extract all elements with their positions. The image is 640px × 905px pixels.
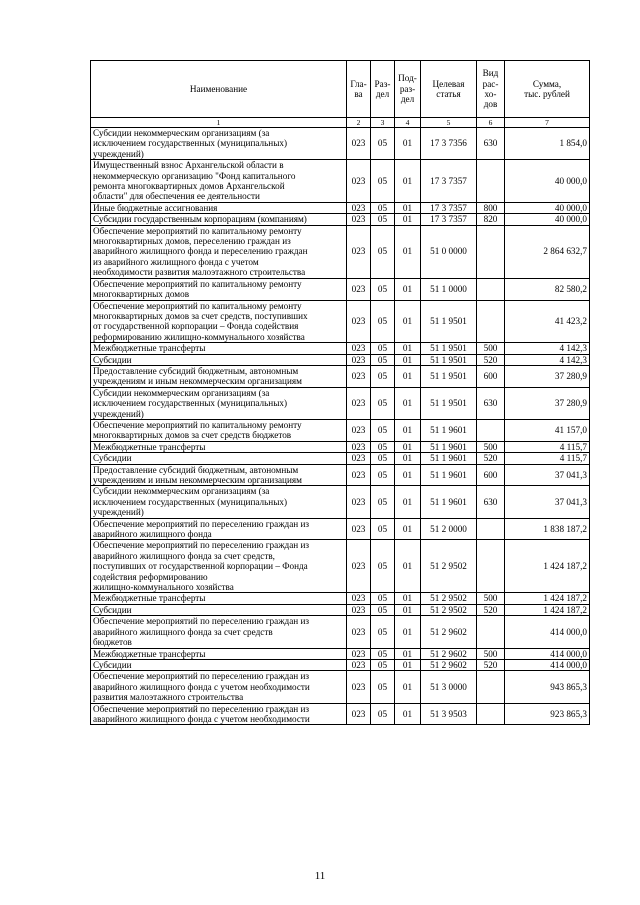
table-row — [91, 225, 590, 278]
row-razdel-cell: 05 — [371, 214, 395, 225]
row-sum-cell: 1 838 187,2 — [505, 518, 590, 540]
row-glava-cell: 023 — [347, 160, 371, 203]
row-sum-cell: 4 142,3 — [505, 343, 590, 354]
row-glava-cell: 023 — [347, 648, 371, 659]
row-razdel-cell: 05 — [371, 387, 395, 419]
row-expense-type-cell — [477, 225, 505, 278]
row-podrazdel-cell: 01 — [395, 464, 421, 486]
row-name-cell: Субсидии — [91, 453, 347, 464]
row-expense-type-cell: 500 — [477, 441, 505, 452]
row-target-article-cell: 51 1 0000 — [421, 278, 477, 300]
row-sum-cell: 37 280,9 — [505, 387, 590, 419]
row-expense-type-cell: 500 — [477, 343, 505, 354]
row-razdel-cell: 05 — [371, 671, 395, 703]
table-row — [91, 300, 590, 343]
row-glava-cell: 023 — [347, 300, 371, 343]
row-sum-cell: 4 115,7 — [505, 441, 590, 452]
row-razdel-cell: 05 — [371, 202, 395, 213]
row-name-cell: Межбюджетные трансферты — [91, 593, 347, 604]
row-sum-cell: 1 854,0 — [505, 128, 590, 160]
row-sum-cell: 40 000,0 — [505, 214, 590, 225]
row-sum-cell: 414 000,0 — [505, 648, 590, 659]
row-sum-cell: 2 864 632,7 — [505, 225, 590, 278]
row-expense-type-cell: 630 — [477, 486, 505, 518]
row-glava-cell: 023 — [347, 128, 371, 160]
row-name-cell: Межбюджетные трансферты — [91, 441, 347, 452]
row-expense-type-cell — [477, 300, 505, 343]
row-razdel-cell: 05 — [371, 453, 395, 464]
table-row — [91, 202, 590, 213]
row-podrazdel-cell: 01 — [395, 659, 421, 670]
row-sum-cell: 41 423,2 — [505, 300, 590, 343]
column-number: 2 — [347, 118, 371, 128]
row-podrazdel-cell: 01 — [395, 518, 421, 540]
row-podrazdel-cell: 01 — [395, 225, 421, 278]
row-razdel-cell: 05 — [371, 593, 395, 604]
row-target-article-cell: 51 2 9602 — [421, 659, 477, 670]
row-name-cell: Обеспечение мероприятий по переселению граждан из аварийного жилищного фонда — [91, 518, 347, 540]
row-name-cell: Обеспечение мероприятий по капитальному ремонту многоквартирных домов за счет средств бюджетов — [91, 419, 347, 441]
row-sum-cell: 82 580,2 — [505, 278, 590, 300]
column-number: 5 — [421, 118, 477, 128]
row-expense-type-cell: 520 — [477, 354, 505, 365]
row-glava-cell: 023 — [347, 343, 371, 354]
row-name-cell: Обеспечение мероприятий по капитальному ремонту многоквартирных домов — [91, 278, 347, 300]
row-target-article-cell: 51 1 9501 — [421, 354, 477, 365]
row-podrazdel-cell: 01 — [395, 128, 421, 160]
row-expense-type-cell — [477, 671, 505, 703]
row-sum-cell: 37 280,9 — [505, 365, 590, 387]
table-row — [91, 453, 590, 464]
row-target-article-cell: 51 2 9502 — [421, 540, 477, 593]
header-sum: Сумма, тыс. рублей — [505, 61, 590, 118]
row-target-article-cell: 17 3 7356 — [421, 128, 477, 160]
row-razdel-cell: 05 — [371, 486, 395, 518]
row-name-cell: Субсидии некоммерческим организациям (за исключением государственных (муниципальных) учреждений) — [91, 486, 347, 518]
table-row — [91, 160, 590, 203]
row-podrazdel-cell: 01 — [395, 214, 421, 225]
row-razdel-cell: 05 — [371, 354, 395, 365]
row-razdel-cell: 05 — [371, 365, 395, 387]
row-name-cell: Обеспечение мероприятий по переселению граждан из аварийного жилищного фонда за счет средств, поступивших от государственной корпорации – Фонда содействия реформированию жилищно-коммунального хозяйства — [91, 540, 347, 593]
row-razdel-cell: 05 — [371, 648, 395, 659]
row-podrazdel-cell: 01 — [395, 593, 421, 604]
row-glava-cell: 023 — [347, 278, 371, 300]
row-sum-cell: 943 865,3 — [505, 671, 590, 703]
row-podrazdel-cell: 01 — [395, 202, 421, 213]
row-glava-cell: 023 — [347, 387, 371, 419]
row-sum-cell: 1 424 187,2 — [505, 593, 590, 604]
table-row — [91, 128, 590, 160]
row-glava-cell: 023 — [347, 214, 371, 225]
row-name-cell: Субсидии — [91, 604, 347, 615]
row-glava-cell: 023 — [347, 616, 371, 648]
row-target-article-cell: 17 3 7357 — [421, 214, 477, 225]
row-target-article-cell: 17 3 7357 — [421, 202, 477, 213]
column-number: 4 — [395, 118, 421, 128]
row-sum-cell: 923 865,3 — [505, 703, 590, 725]
row-podrazdel-cell: 01 — [395, 160, 421, 203]
row-podrazdel-cell: 01 — [395, 453, 421, 464]
table-row — [91, 659, 590, 670]
row-target-article-cell: 51 1 9501 — [421, 343, 477, 354]
row-target-article-cell: 51 1 9501 — [421, 300, 477, 343]
row-expense-type-cell: 520 — [477, 659, 505, 670]
row-podrazdel-cell: 01 — [395, 343, 421, 354]
row-target-article-cell: 51 1 9501 — [421, 365, 477, 387]
row-glava-cell: 023 — [347, 703, 371, 725]
row-name-cell: Межбюджетные трансферты — [91, 648, 347, 659]
row-podrazdel-cell: 01 — [395, 703, 421, 725]
table-row — [91, 486, 590, 518]
row-sum-cell: 40 000,0 — [505, 160, 590, 203]
row-razdel-cell: 05 — [371, 419, 395, 441]
row-podrazdel-cell: 01 — [395, 441, 421, 452]
table-row — [91, 214, 590, 225]
row-sum-cell: 41 157,0 — [505, 419, 590, 441]
row-glava-cell: 023 — [347, 671, 371, 703]
header-expense-type: Вид рас- хо- дов — [477, 61, 505, 118]
row-name-cell: Предоставление субсидий бюджетным, автономным учреждениям и иным некоммерческим организациям — [91, 464, 347, 486]
row-glava-cell: 023 — [347, 453, 371, 464]
row-name-cell: Субсидии — [91, 659, 347, 670]
row-razdel-cell: 05 — [371, 464, 395, 486]
row-glava-cell: 023 — [347, 659, 371, 670]
row-name-cell: Обеспечение мероприятий по капитальному ремонту многоквартирных домов за счет средств, поступивших от государственной корпорации – Фонда содействия реформированию жилищно-коммунального хозяйства — [91, 300, 347, 343]
row-sum-cell: 37 041,3 — [505, 486, 590, 518]
row-name-cell: Субсидии — [91, 354, 347, 365]
row-name-cell: Межбюджетные трансферты — [91, 343, 347, 354]
header-glava: Гла- ва — [347, 61, 371, 118]
table-row — [91, 365, 590, 387]
row-expense-type-cell — [477, 703, 505, 725]
row-name-cell: Имущественный взнос Архангельской области в некоммерческую организацию "Фонд капитального ремонта многоквартирных домов Архангельской области" для обеспечения ее деятельности — [91, 160, 347, 203]
row-razdel-cell: 05 — [371, 518, 395, 540]
row-name-cell: Обеспечение мероприятий по капитальному ремонту многоквартирных домов, переселению граждан из аварийного жилищного фонда и переселению граждан из аварийного жилищного фонда с учетом необходимости развития малоэтажного строительства — [91, 225, 347, 278]
row-expense-type-cell: 500 — [477, 648, 505, 659]
row-name-cell: Субсидии некоммерческим организациям (за исключением государственных (муниципальных) учреждений) — [91, 128, 347, 160]
table-row — [91, 518, 590, 540]
row-glava-cell: 023 — [347, 604, 371, 615]
row-podrazdel-cell: 01 — [395, 671, 421, 703]
header-razdel: Раз- дел — [371, 61, 395, 118]
row-razdel-cell: 05 — [371, 604, 395, 615]
row-expense-type-cell — [477, 419, 505, 441]
row-glava-cell: 023 — [347, 365, 371, 387]
column-number: 6 — [477, 118, 505, 128]
row-sum-cell: 40 000,0 — [505, 202, 590, 213]
row-expense-type-cell: 500 — [477, 593, 505, 604]
row-razdel-cell: 05 — [371, 540, 395, 593]
column-number: 1 — [91, 118, 347, 128]
row-target-article-cell: 51 2 9502 — [421, 593, 477, 604]
row-name-cell: Субсидии государственным корпорациям (компаниям) — [91, 214, 347, 225]
row-podrazdel-cell: 01 — [395, 648, 421, 659]
row-expense-type-cell: 820 — [477, 214, 505, 225]
row-target-article-cell: 51 3 0000 — [421, 671, 477, 703]
row-glava-cell: 023 — [347, 486, 371, 518]
table-row — [91, 540, 590, 593]
row-podrazdel-cell: 01 — [395, 616, 421, 648]
header-podrazdel: Под- раз- дел — [395, 61, 421, 118]
row-target-article-cell: 51 2 0000 — [421, 518, 477, 540]
row-glava-cell: 023 — [347, 518, 371, 540]
row-razdel-cell: 05 — [371, 300, 395, 343]
row-expense-type-cell — [477, 160, 505, 203]
row-razdel-cell: 05 — [371, 128, 395, 160]
row-name-cell: Субсидии некоммерческим организациям (за исключением государственных (муниципальных) учреждений) — [91, 387, 347, 419]
row-target-article-cell: 51 0 0000 — [421, 225, 477, 278]
row-glava-cell: 023 — [347, 464, 371, 486]
row-podrazdel-cell: 01 — [395, 354, 421, 365]
header-row — [91, 61, 590, 118]
row-expense-type-cell — [477, 540, 505, 593]
table-row — [91, 604, 590, 615]
row-podrazdel-cell: 01 — [395, 486, 421, 518]
page-number: 11 — [314, 870, 326, 882]
row-razdel-cell: 05 — [371, 441, 395, 452]
table-row — [91, 703, 590, 725]
row-sum-cell: 414 000,0 — [505, 616, 590, 648]
row-expense-type-cell — [477, 518, 505, 540]
row-razdel-cell: 05 — [371, 703, 395, 725]
table-row — [91, 419, 590, 441]
row-expense-type-cell: 800 — [477, 202, 505, 213]
row-expense-type-cell — [477, 278, 505, 300]
row-target-article-cell: 51 2 9602 — [421, 616, 477, 648]
row-target-article-cell: 51 1 9601 — [421, 453, 477, 464]
row-expense-type-cell: 520 — [477, 453, 505, 464]
row-expense-type-cell: 600 — [477, 365, 505, 387]
row-glava-cell: 023 — [347, 441, 371, 452]
table-row — [91, 354, 590, 365]
row-sum-cell: 414 000,0 — [505, 659, 590, 670]
row-razdel-cell: 05 — [371, 278, 395, 300]
header-name: Наименование — [91, 61, 347, 118]
row-target-article-cell: 51 1 9601 — [421, 464, 477, 486]
column-number-row — [91, 118, 590, 128]
budget-table-container — [90, 60, 589, 725]
row-target-article-cell: 17 3 7357 — [421, 160, 477, 203]
row-podrazdel-cell: 01 — [395, 365, 421, 387]
row-expense-type-cell — [477, 616, 505, 648]
row-name-cell: Иные бюджетные ассигнования — [91, 202, 347, 213]
table-row — [91, 464, 590, 486]
row-glava-cell: 023 — [347, 419, 371, 441]
row-target-article-cell: 51 2 9502 — [421, 604, 477, 615]
header-target-article: Целевая статья — [421, 61, 477, 118]
row-target-article-cell: 51 2 9602 — [421, 648, 477, 659]
row-sum-cell: 4 115,7 — [505, 453, 590, 464]
row-podrazdel-cell: 01 — [395, 300, 421, 343]
column-number: 7 — [505, 118, 590, 128]
column-number: 3 — [371, 118, 395, 128]
row-podrazdel-cell: 01 — [395, 604, 421, 615]
row-sum-cell: 1 424 187,2 — [505, 540, 590, 593]
row-podrazdel-cell: 01 — [395, 419, 421, 441]
row-name-cell: Обеспечение мероприятий по переселению граждан из аварийного жилищного фонда с учетом необходимости развития малоэтажного строительства — [91, 671, 347, 703]
row-podrazdel-cell: 01 — [395, 540, 421, 593]
row-expense-type-cell: 520 — [477, 604, 505, 615]
row-razdel-cell: 05 — [371, 616, 395, 648]
row-name-cell: Обеспечение мероприятий по переселению граждан из аварийного жилищного фонда за счет средств бюджетов — [91, 616, 347, 648]
row-glava-cell: 023 — [347, 202, 371, 213]
table-row — [91, 441, 590, 452]
row-razdel-cell: 05 — [371, 343, 395, 354]
row-target-article-cell: 51 1 9501 — [421, 387, 477, 419]
row-razdel-cell: 05 — [371, 659, 395, 670]
row-target-article-cell: 51 1 9601 — [421, 419, 477, 441]
row-target-article-cell: 51 1 9601 — [421, 486, 477, 518]
row-target-article-cell: 51 3 9503 — [421, 703, 477, 725]
row-glava-cell: 023 — [347, 354, 371, 365]
table-row — [91, 593, 590, 604]
budget-table — [90, 60, 590, 725]
row-name-cell: Обеспечение мероприятий по переселению граждан из аварийного жилищного фонда с учетом необходимости — [91, 703, 347, 725]
row-expense-type-cell: 630 — [477, 387, 505, 419]
row-target-article-cell: 51 1 9601 — [421, 441, 477, 452]
row-glava-cell: 023 — [347, 225, 371, 278]
row-sum-cell: 4 142,3 — [505, 354, 590, 365]
table-row — [91, 648, 590, 659]
table-row — [91, 671, 590, 703]
table-row — [91, 278, 590, 300]
row-sum-cell: 37 041,3 — [505, 464, 590, 486]
row-razdel-cell: 05 — [371, 225, 395, 278]
row-name-cell: Предоставление субсидий бюджетным, автономным учреждениям и иным некоммерческим организациям — [91, 365, 347, 387]
table-row — [91, 343, 590, 354]
row-expense-type-cell: 600 — [477, 464, 505, 486]
row-expense-type-cell: 630 — [477, 128, 505, 160]
row-podrazdel-cell: 01 — [395, 387, 421, 419]
row-podrazdel-cell: 01 — [395, 278, 421, 300]
row-sum-cell: 1 424 187,2 — [505, 604, 590, 615]
row-razdel-cell: 05 — [371, 160, 395, 203]
row-glava-cell: 023 — [347, 540, 371, 593]
row-glava-cell: 023 — [347, 593, 371, 604]
table-row — [91, 387, 590, 419]
table-row — [91, 616, 590, 648]
